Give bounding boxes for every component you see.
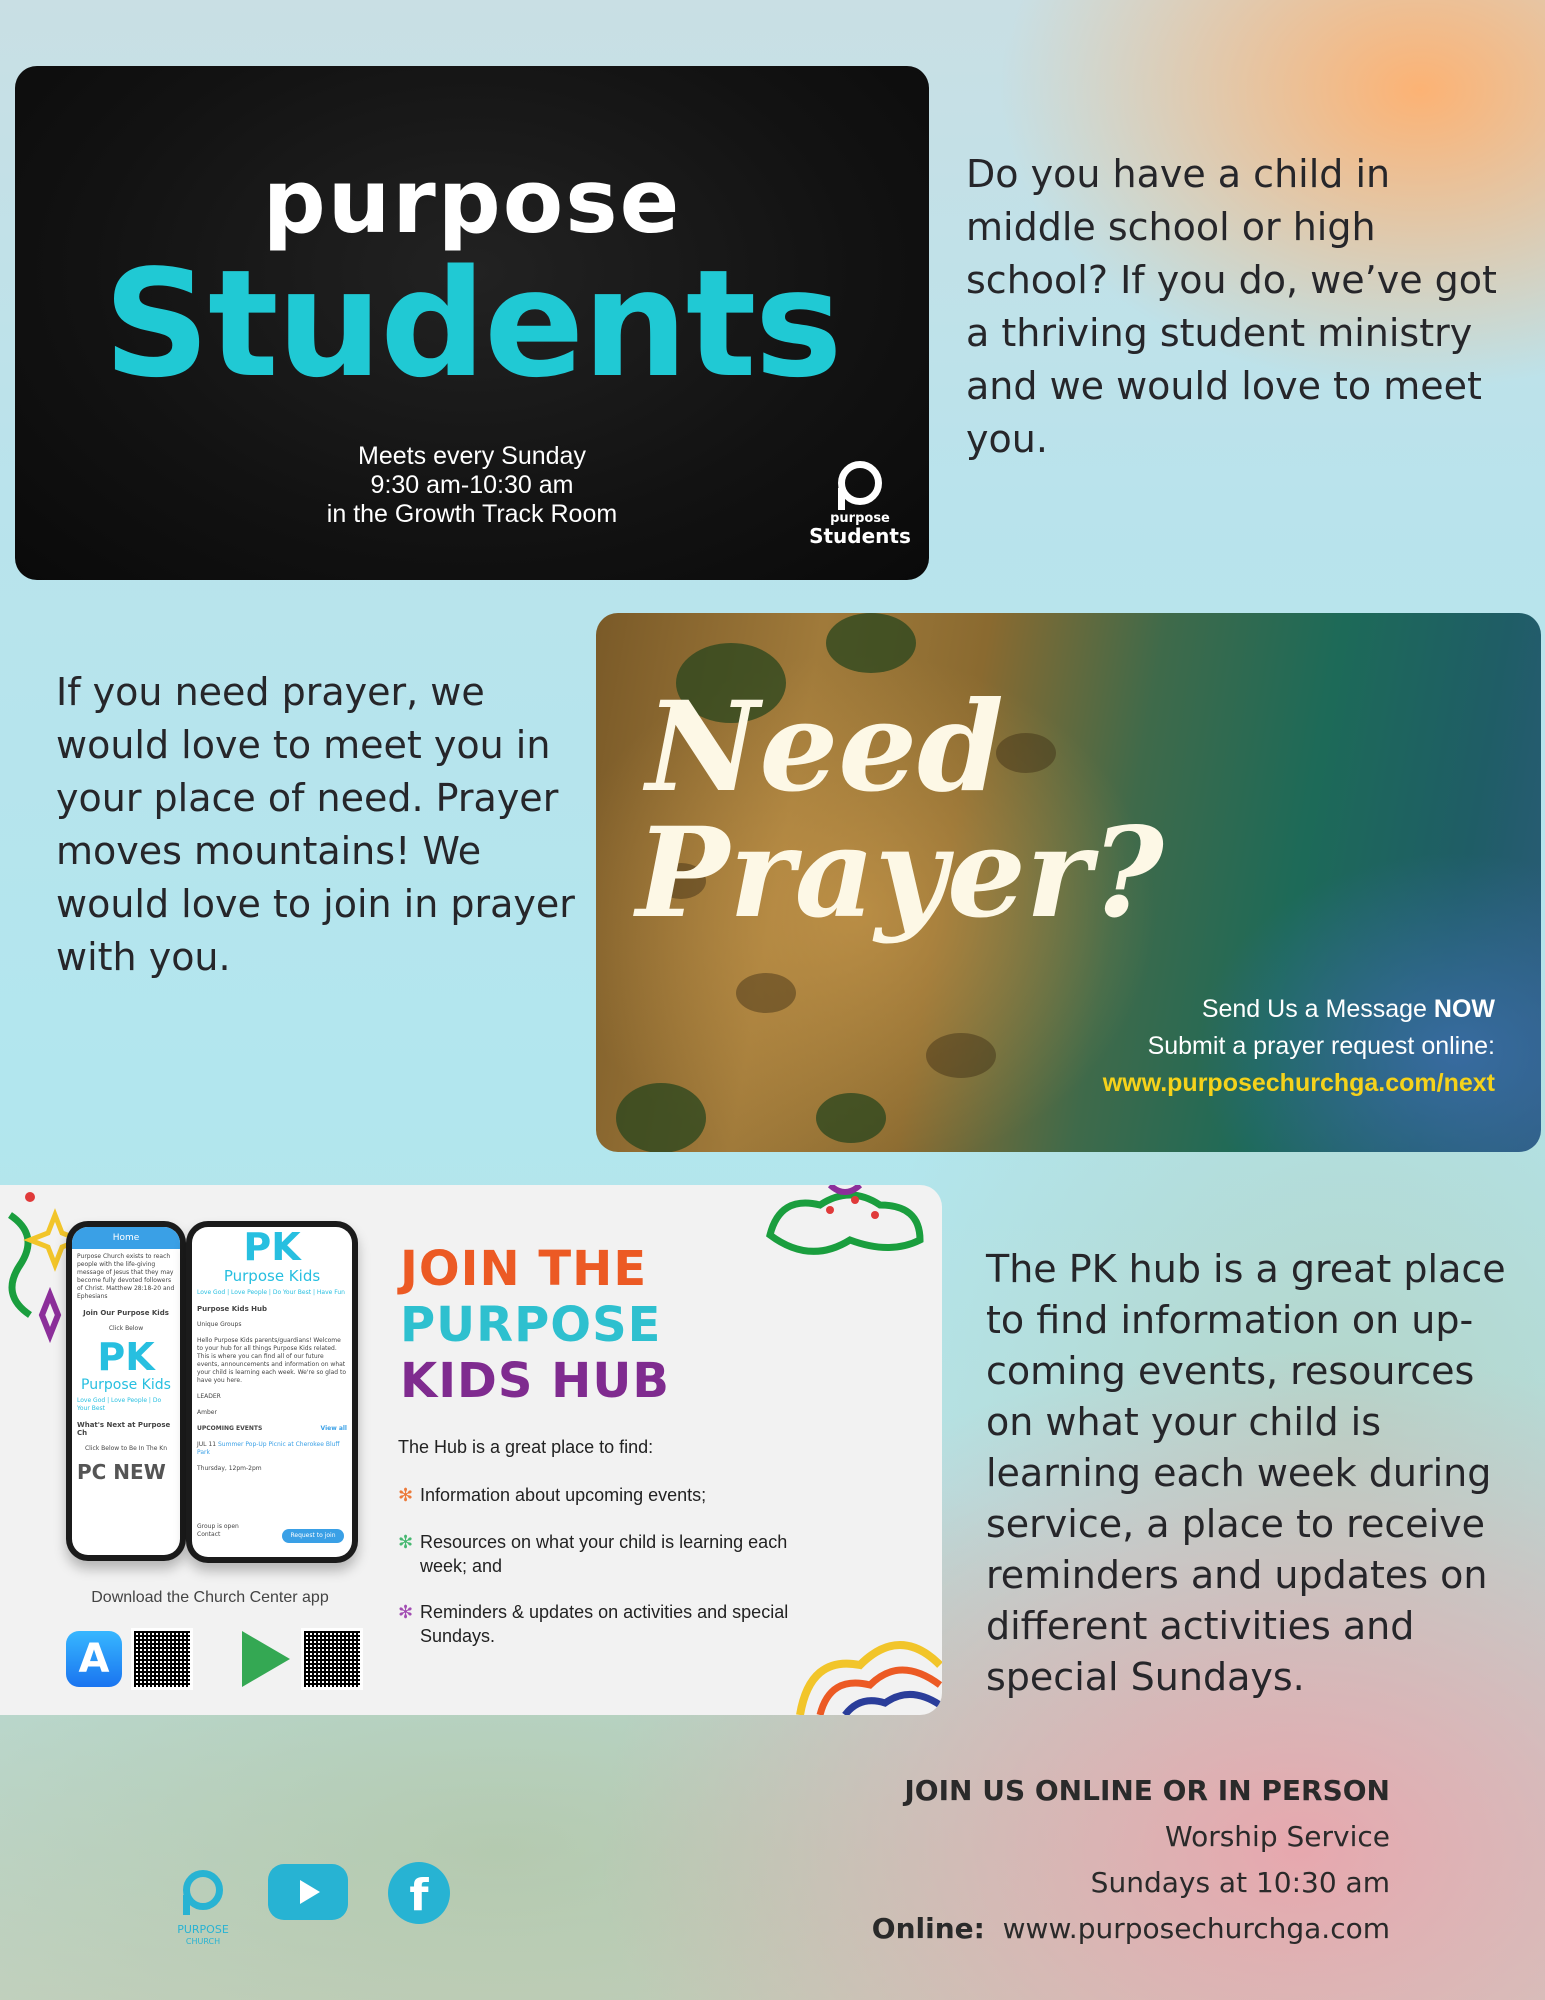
kids-description: The PK hub is a great place to find information on up-coming events, resources on what your child is learning each week during service, a place to receive reminders and updates on different activities and special Sundays. (986, 1247, 1506, 1699)
kids-hub-card (0, 1185, 942, 1715)
screen-leader: Amber (197, 1409, 217, 1416)
purpose-church-logo (168, 1870, 238, 1948)
event-day: 11 (208, 1441, 217, 1448)
foliage-decoration (616, 1083, 706, 1152)
screen-next: What's Next at Purpose Ch (77, 1421, 171, 1437)
phone-mockup-right (186, 1221, 358, 1563)
rock-decoration (736, 973, 796, 1013)
service-name: Worship Service (1165, 1820, 1390, 1853)
prayer-card (596, 613, 1541, 1152)
youtube-icon[interactable] (268, 1864, 348, 1920)
logo-text-1: PURPOSE (177, 1923, 229, 1936)
app-store-icon[interactable]: A (66, 1631, 122, 1687)
screen-header: Home (72, 1227, 180, 1249)
screen-join: Join Our Purpose Kids (83, 1309, 169, 1317)
kids-intro: The Hub is a great place to find: (398, 1437, 654, 1457)
view-all-link[interactable]: View all (320, 1425, 347, 1432)
students-meeting-info (15, 442, 929, 529)
list-item-text: Information about upcoming events; (420, 1485, 707, 1505)
screen-group (192, 1519, 244, 1543)
kids-title-line2: PURPOSE (400, 1297, 662, 1353)
group-status: Group is open (197, 1523, 239, 1530)
kids-list-item (398, 1600, 798, 1648)
meet-line: 9:30 am-10:30 am (370, 471, 574, 499)
flower-icon: ✻ (398, 1532, 414, 1552)
online-url[interactable]: www.purposechurchga.com (1002, 1912, 1390, 1945)
students-brand-top: purpose (262, 150, 682, 253)
screen-event (192, 1437, 352, 1461)
event-title: Summer Pop-Up Picnic at Cherokee Bluff Park (197, 1441, 340, 1456)
prayer-heading-line1: Need (646, 675, 1004, 820)
screen-click: Click Below (108, 1325, 144, 1332)
logo-text-2: CHURCH (185, 1937, 221, 1946)
mini-logo-bottom: Students (809, 524, 911, 548)
flower-icon: ✻ (398, 1485, 414, 1505)
facebook-icon[interactable]: f (388, 1862, 450, 1924)
qr-code-icon (304, 1631, 360, 1687)
phone-mockup-left (66, 1221, 186, 1561)
screen-news: PC NEW (77, 1460, 166, 1484)
screen-upcoming (192, 1421, 352, 1437)
message-prefix: Send Us a Message (1201, 995, 1434, 1023)
students-mini-logo (805, 461, 915, 546)
meet-line: in the Growth Track Room (326, 500, 618, 528)
prayer-message (1103, 991, 1495, 1102)
purpose-p-icon (183, 1870, 223, 1910)
google-play-icon[interactable] (242, 1631, 290, 1687)
kids-title-line1: JOIN THE (400, 1241, 648, 1297)
download-text: Download the Church Center app (91, 1589, 329, 1606)
foliage-decoration (826, 613, 916, 673)
screen-tagline: Love God | Love People | Do Your Best | Have Fun (197, 1289, 345, 1296)
service-info (872, 1768, 1390, 1952)
pk-name: Purpose Kids (81, 1377, 171, 1393)
kids-list-item (398, 1530, 798, 1578)
screen-leader-label: LEADER (197, 1393, 221, 1400)
qr-code-icon (134, 1631, 190, 1687)
meet-line: Meets every Sunday (358, 442, 586, 470)
pk-name: Purpose Kids (223, 1267, 321, 1285)
online-label: Online: (871, 1912, 985, 1945)
pk-logo: PK (243, 1227, 301, 1269)
footer-heading: JOIN US ONLINE OR IN PERSON (904, 1774, 1390, 1807)
purpose-p-icon (838, 461, 882, 505)
event-month: JUL (197, 1441, 207, 1448)
contact-link[interactable]: Contact (197, 1531, 221, 1538)
prayer-heading-line2: Prayer? (636, 801, 1164, 946)
message-now: NOW (1433, 995, 1495, 1023)
wave-decoration (790, 1625, 942, 1715)
flower-icon: ✻ (398, 1602, 414, 1622)
screen-body: Purpose Church exists to reach people with the life-giving message of Jesus that they may become fully devoted followers of Christ. Matthew 28:18-20 and Ephesians (77, 1253, 175, 1300)
screen-next-sub: Click Below to Be In The Kn (84, 1445, 168, 1452)
list-item-text: Reminders & updates on activities and special Sundays. (420, 1602, 789, 1646)
kids-title-line3: KIDS HUB (400, 1353, 670, 1409)
screen-unique: Unique Groups (197, 1321, 242, 1328)
prayer-url[interactable]: www.purposechurchga.com/next (1102, 1069, 1495, 1097)
foliage-decoration (816, 1093, 886, 1143)
phone-screen (192, 1227, 352, 1557)
request-to-join-button[interactable]: Request to join (282, 1529, 344, 1543)
screen-hub: Purpose Kids Hub (197, 1305, 268, 1313)
pk-logo: PK (97, 1335, 155, 1379)
submit-text: Submit a prayer request online: (1147, 1032, 1495, 1060)
screen-body: Hello Purpose Kids parents/guardians! Welcome to your hub for all things Purpose Kids related. This is where you can find all of our future events, announcements and information on what your child is learning each week. We're so glad to have you here. (197, 1337, 347, 1384)
mini-logo-top: purpose (830, 511, 890, 526)
students-card (15, 66, 929, 580)
online-line (872, 1906, 1390, 1952)
students-description: Do you have a child in middle school or high school? If you do, we’ve got a thriving student ministry and we would love to meet you. (966, 152, 1497, 461)
service-time: Sundays at 10:30 am (1090, 1866, 1390, 1899)
kids-list-item (398, 1483, 798, 1507)
students-brand-main: Students (103, 238, 841, 410)
upcoming-label: UPCOMING EVENTS (197, 1425, 263, 1432)
rock-decoration (926, 1033, 996, 1078)
list-item-text: Resources on what your child is learning each week; and (420, 1532, 788, 1576)
phone-screen (72, 1227, 180, 1555)
event-time: Thursday, 12pm-2pm (197, 1465, 262, 1472)
rock-decoration (996, 733, 1056, 773)
logo-text (168, 1924, 238, 1948)
blob-decoration (760, 1185, 930, 1265)
screen-tagline: Love God | Love People | Do Your Best (77, 1397, 162, 1412)
prayer-description: If you need prayer, we would love to meet you in your place of need. Prayer moves mountains! We would love to join in prayer with you. (56, 670, 575, 979)
